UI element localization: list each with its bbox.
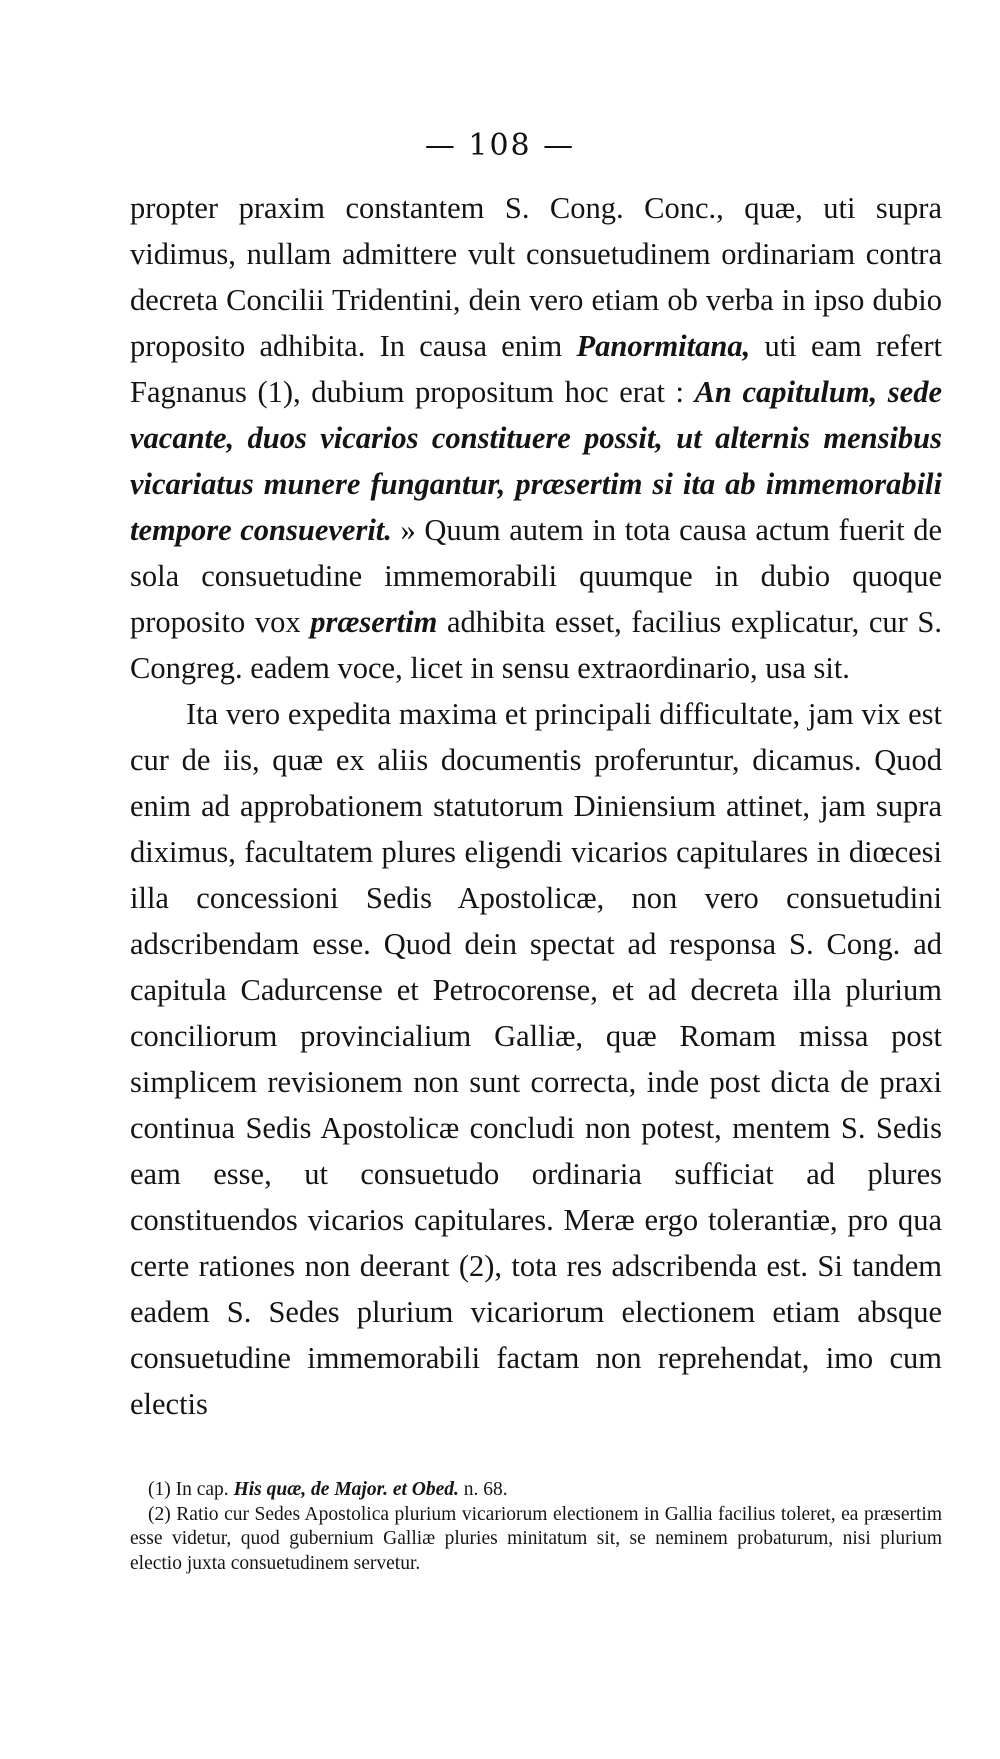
paragraph-1-text-2: uti eam refert Fagnanus (1), dubium propositum hoc erat : <box>130 329 943 409</box>
paragraph-1-italic-2: An capitulum, sede vacante, duos vicarios constituere possit, ut alternis mensibus vicariatus munere fungantur, præsertim si ita ab immemorabili tempore consueverit. <box>130 375 942 547</box>
footnote-2-mark: (2) <box>148 1503 171 1525</box>
paragraph-1-text-1: propter praxim constantem S. Cong. Conc., quæ, uti supra vidimus, nullam admittere vult consuetudinem ordinariam contra decreta Concilii Tridentini, dein vero etiam ob verba in ipso dubio proposito adhibita. In causa enim <box>130 191 942 363</box>
footnote-1 <box>130 1478 942 1503</box>
main-text <box>130 185 942 1427</box>
paragraph-2 <box>130 691 942 1427</box>
footnote-1-text-2: n. 68. <box>458 1479 508 1500</box>
footnote-1-text-1: In cap. <box>170 1479 234 1500</box>
footnotes <box>130 1478 942 1576</box>
page-number: — 108 — <box>424 128 576 163</box>
paragraph-1 <box>130 185 942 691</box>
paragraph-1-italic-3: præsertim <box>310 605 438 639</box>
footnote-1-italic: His quæ, de Major. et Obed. <box>233 1479 459 1500</box>
paragraph-1-text-4: adhibita esset, facilius explicatur, cur S. Congreg. eadem voce, licet in sensu extraordinario, usa sit. <box>130 605 942 685</box>
footnote-2-text-1: Ratio cur Sedes Apostolica plurium vicariorum electionem in Gallia facilius toleret, ea præsertim esse videtur, quod gubernium Galliæ pluries minitatum sit, se neminem probaturum, nisi plurium electio juxta consuetudinem servetur. <box>130 1503 942 1574</box>
paragraph-2-text-1: Ita vero expedita maxima et principali difficultate, jam vix est cur de iis, quæ ex aliis documentis proferuntur, dicamus. Quod enim ad approbationem statutorum Diniensium attinet, jam supra diximus, facultatem plures eligendi vicarios capitulares in diœcesi illa concessioni Sedis Apostolicæ, non vero consuetudini adscribendam esse. Quod dein spectat ad responsa S. Cong. ad capitula Cadurcense et Petrocorense, et ad decreta illa plurium conciliorum provincialium Galliæ, quæ Romam missa post simplicem revisionem non sunt correcta, inde post dicta de praxi continua Sedis Apostolicæ concludi non potest, mentem S. Sedis eam esse, ut consuetudo ordinaria sufficiat ad plures constituendos vicarios capitulares. Meræ ergo tolerantiæ, pro qua certe rationes non deerant (2), tota res adscribenda est. Si tandem eadem S. Sedes plurium vicariorum electionem etiam absque consuetudine immemorabili factam non reprehendat, imo cum electis <box>130 697 942 1421</box>
footnote-1-mark: (1) <box>148 1479 171 1500</box>
footnote-2 <box>130 1503 942 1577</box>
paragraph-1-text-3: » Quum autem in tota causa actum fuerit de sola consuetudine immemorabili quumque in dubio quoque proposito vox <box>130 513 943 639</box>
paragraph-1-italic-1: Panormitana, <box>576 329 751 363</box>
